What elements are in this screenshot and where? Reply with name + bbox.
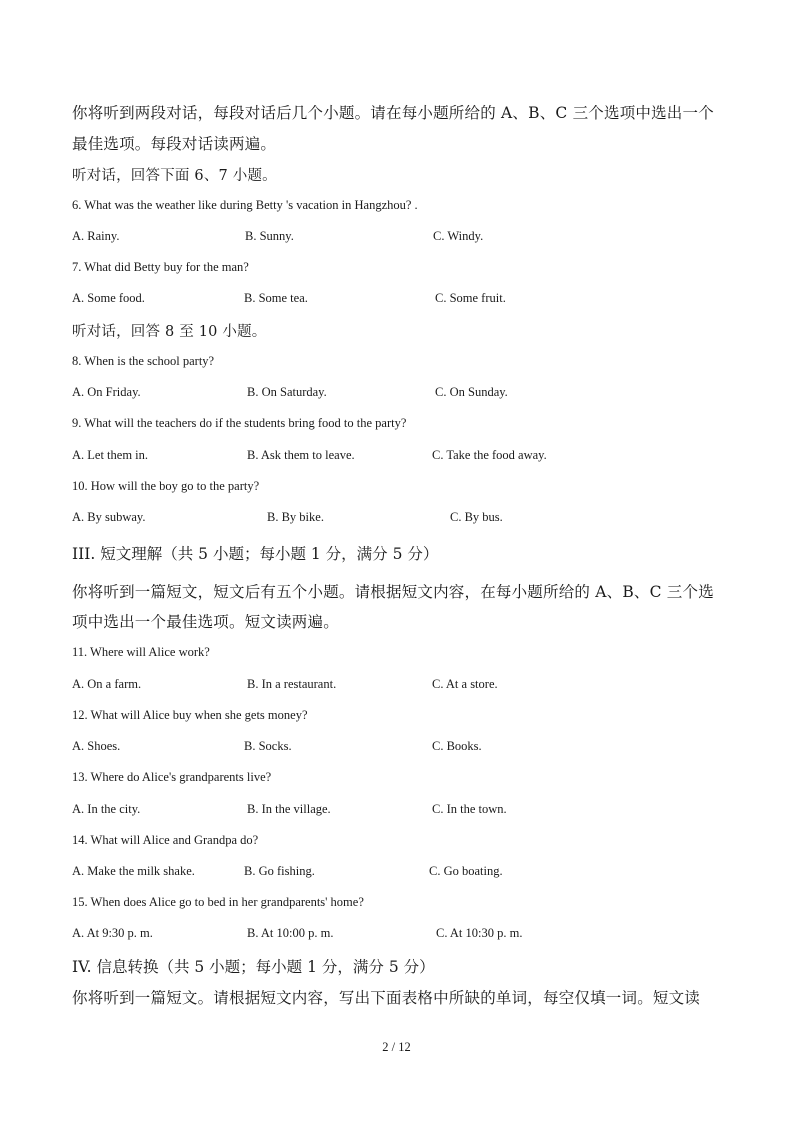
dialog1-heading: 听对话，回答下面 6、7 小题。 <box>72 168 277 184</box>
q10-option-b: B. By bike. <box>267 510 324 524</box>
q15-option-b: B. At 10:00 p. m. <box>247 926 334 940</box>
q14-option-b: B. Go fishing. <box>244 864 315 878</box>
question-13: 13. Where do Alice's grandparents live? <box>72 770 272 784</box>
question-14: 14. What will Alice and Grandpa do? <box>72 833 259 847</box>
question-8: 8. When is the school party? <box>72 354 215 368</box>
q11-option-a: A. On a farm. <box>72 677 142 691</box>
q15-option-c: C. At 10:30 p. m. <box>436 926 523 940</box>
q13-option-c: C. In the town. <box>432 802 507 816</box>
q15-option-a: A. At 9:30 p. m. <box>72 926 153 940</box>
question-6: 6. What was the weather like during Betty 's vacation in Hangzhou? . <box>72 198 418 212</box>
q14-option-c: C. Go boating. <box>429 864 503 878</box>
section3-title: III. 短文理解（共 5 小题；每小题 1 分，满分 5 分） <box>72 545 439 563</box>
q9-option-a: A. Let them in. <box>72 448 149 462</box>
question-12: 12. What will Alice buy when she gets money? <box>72 708 308 722</box>
q7-option-c: C. Some fruit. <box>435 291 506 305</box>
q6-option-b: B. Sunny. <box>245 229 294 243</box>
section4-intro-line-1: 你将听到一篇短文。请根据短文内容，写出下面表格中所缺的单词，每空仅填一词。短文读 <box>72 989 701 1007</box>
q12-option-b: B. Socks. <box>244 739 292 753</box>
q6-option-c: C. Windy. <box>433 229 484 243</box>
section3-intro-line-1: 你将听到一篇短文，短文后有五个小题。请根据短文内容，在每小题所给的 A、B、C 三个选 <box>72 583 714 601</box>
q6-option-a: A. Rainy. <box>72 229 120 243</box>
q13-option-a: A. In the city. <box>72 802 141 816</box>
section4-title: IV. 信息转换（共 5 小题；每小题 1 分，满分 5 分） <box>72 958 435 976</box>
question-7: 7. What did Betty buy for the man? <box>72 260 249 274</box>
section3-intro-line-2: 项中选出一个最佳选项。短文读两遍。 <box>72 613 339 631</box>
intro-line-2: 最佳选项。每段对话读两遍。 <box>72 135 277 153</box>
question-11: 11. Where will Alice work? <box>72 645 210 659</box>
q8-option-a: A. On Friday. <box>72 385 141 399</box>
q14-option-a: A. Make the milk shake. <box>72 864 195 878</box>
q12-option-a: A. Shoes. <box>72 739 121 753</box>
question-9: 9. What will the teachers do if the students bring food to the party? <box>72 416 407 430</box>
question-15: 15. When does Alice go to bed in her grandparents' home? <box>72 895 364 909</box>
q8-option-c: C. On Sunday. <box>435 385 508 399</box>
q10-option-c: C. By bus. <box>450 510 503 524</box>
q7-option-a: A. Some food. <box>72 291 145 305</box>
intro-line-1: 你将听到两段对话，每段对话后几个小题。请在每小题所给的 A、B、C 三个选项中选出一个 <box>72 104 714 122</box>
q11-option-b: B. In a restaurant. <box>247 677 337 691</box>
q10-option-a: A. By subway. <box>72 510 146 524</box>
page-number: 2 / 12 <box>382 1040 411 1054</box>
q8-option-b: B. On Saturday. <box>247 385 327 399</box>
q7-option-b: B. Some tea. <box>244 291 308 305</box>
q9-option-c: C. Take the food away. <box>432 448 547 462</box>
q13-option-b: B. In the village. <box>247 802 331 816</box>
q9-option-b: B. Ask them to leave. <box>247 448 355 462</box>
q11-option-c: C. At a store. <box>432 677 498 691</box>
dialog2-heading: 听对话，回答 8 至 10 小题。 <box>72 324 267 340</box>
q12-option-c: C. Books. <box>432 739 482 753</box>
question-10: 10. How will the boy go to the party? <box>72 479 260 493</box>
